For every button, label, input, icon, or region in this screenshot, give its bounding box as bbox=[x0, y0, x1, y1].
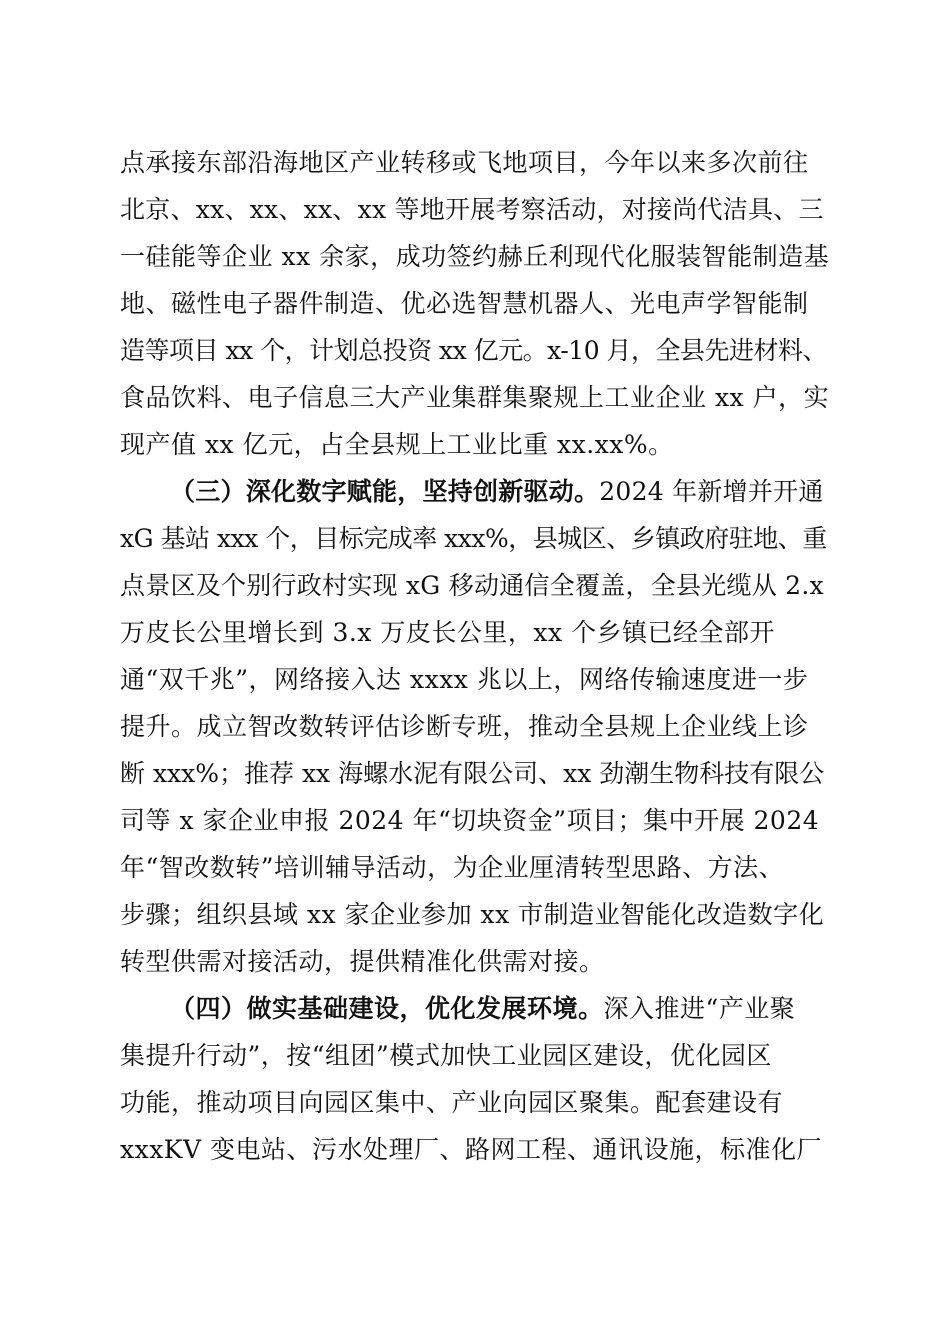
paragraph-1-line-6: 食品饮料、电子信息三大产业集群集聚规上工业企业 xx 户，实 bbox=[120, 383, 830, 412]
paragraph-3-line-4: xxxKV 变电站、污水处理厂、路网工程、通讯设施，标准化厂 bbox=[120, 1135, 822, 1164]
paragraph-2-first-line-text: 2024 年新增并开通 bbox=[599, 477, 824, 506]
paragraph-3-first-line bbox=[170, 992, 795, 1026]
paragraph-3-first-line-text: 深入推进“产业聚 bbox=[603, 994, 796, 1023]
paragraph-1-line-1: 点承接东部沿海地区产业转移或飞地项目，今年以来多次前往 bbox=[120, 148, 809, 177]
paragraph-2-line-5: 通“双千兆”，网络接入达 xxxx 兆以上，网络传输速度进一步 bbox=[120, 665, 809, 694]
paragraph-2-line-7: 断 xxx%；推荐 xx 海螺水泥有限公司、xx 劲潮生物科技有限公 bbox=[120, 759, 825, 788]
section-4-heading: （四）做实基础建设，优化发展环境。 bbox=[170, 994, 604, 1023]
paragraph-1-line-3: 一硅能等企业 xx 余家，成功签约赫丘利现代化服装智能制造基 bbox=[120, 242, 830, 271]
paragraph-2-line-9: 年“智改数转”培训辅导活动，为企业厘清转型思路、方法、 bbox=[120, 853, 785, 882]
paragraph-3-line-3: 功能，推动项目向园区集中、产业向园区聚集。配套建设有 bbox=[120, 1088, 784, 1117]
paragraph-2-first-line bbox=[170, 475, 824, 509]
paragraph-2-line-4: 万皮长公里增长到 3.x 万皮长公里，xx 个乡镇已经全部开 bbox=[120, 618, 775, 647]
paragraph-2-line-2: xG 基站 xxx 个，目标完成率 xxx%，县城区、乡镇政府驻地、重 bbox=[120, 524, 827, 553]
paragraph-1-line-5: 造等项目 xx 个，计划总投资 xx 亿元。x-10 月，全县先进材料、 bbox=[120, 336, 828, 365]
paragraph-1-line-7: 现产值 xx 亿元，占全县规上工业比重 xx.xx%。 bbox=[120, 430, 674, 459]
paragraph-2-line-6: 提升。成立智改数转评估诊断专班，推动全县规上企业线上诊 bbox=[120, 712, 809, 741]
paragraph-2-line-3: 点景区及个别行政村实现 xG 移动通信全覆盖，全县光缆从 2.x bbox=[120, 571, 824, 600]
paragraph-3-line-2: 集提升行动”，按“组团”模式加快工业园区建设，优化园区 bbox=[120, 1041, 772, 1070]
paragraph-1-line-2: 北京、xx、xx、xx、xx 等地开展考察活动，对接尚代洁具、三 bbox=[120, 195, 824, 224]
paragraph-2-line-11: 转型供需对接活动，提供精准化供需对接。 bbox=[120, 947, 605, 976]
paragraph-2-line-8: 司等 x 家企业申报 2024 年“切块资金”项目；集中开展 2024 bbox=[120, 806, 820, 835]
paragraph-2-line-10: 步骤；组织县域 xx 家企业参加 xx 市制造业智能化改造数字化 bbox=[120, 900, 825, 929]
section-3-heading: （三）深化数字赋能，坚持创新驱动。 bbox=[170, 477, 600, 506]
paragraph-1-line-4: 地、磁性电子器件制造、优必选智慧机器人、光电声学智能制 bbox=[120, 289, 809, 318]
